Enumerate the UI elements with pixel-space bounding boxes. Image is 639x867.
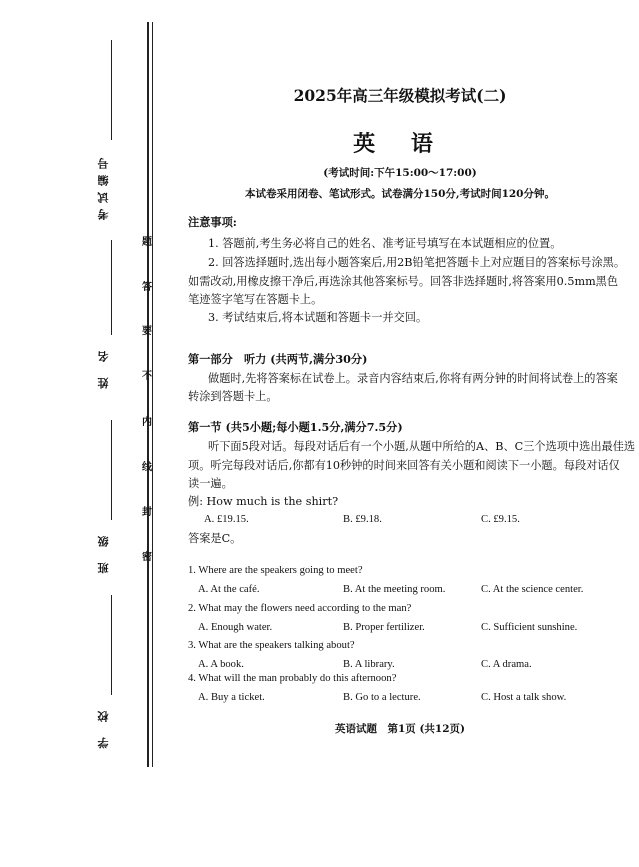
class-label: 班 级 — [97, 530, 110, 574]
exam-description: 本试卷采用闭卷、笔试形式。试卷满分150分,考试时间120分钟。 — [245, 188, 555, 200]
question-1: 1. Where are the speakers going to meet? — [188, 565, 363, 576]
subject-title: 英 语 — [353, 131, 447, 157]
seal-char-4: 不 — [142, 371, 152, 382]
question-2-option-c: C. Sufficient sunshine. — [481, 622, 578, 633]
notice-item-3: 3. 考试结束后,将本试题和答题卡一并交回。 — [208, 311, 428, 324]
exam-time: (考试时间:下午15:00～17:00) — [323, 167, 477, 179]
binding-line-outer — [147, 22, 149, 767]
notice-item-2-cont2: 笔迹签字笔写在答题卡上。 — [188, 293, 323, 306]
question-4: 4. What will the man probably do this afternoon? — [188, 673, 397, 684]
section1-line-2: 项。听完每段对话后,你都有10秒钟的时间来回答有关小题和阅读下一小题。每段对话仅 — [188, 459, 620, 472]
page-title: 2025年高三年级模拟考试(二) — [293, 86, 507, 105]
page-footer: 英语试题 第1页 (共12页) — [334, 723, 465, 735]
school-label: 学 校 — [97, 705, 110, 749]
seal-char-2: 答 — [142, 282, 152, 293]
seal-char-7: 封 — [142, 507, 152, 518]
notice-item-1: 1. 答题前,考生务必将自己的姓名、准考证号填写在本试题相应的位置。 — [208, 237, 562, 250]
part1-intro-1: 做题时,先将答案标在试卷上。录音内容结束后,你将有两分钟的时间将试卷上的答案 — [208, 372, 618, 385]
question-4-option-a: A. Buy a ticket. — [198, 692, 265, 703]
seal-char-1: 题 — [142, 237, 152, 248]
question-1-option-b: B. At the meeting room. — [343, 584, 446, 595]
example-answer: 答案是C。 — [188, 532, 242, 545]
section1-line-3: 读一遍。 — [188, 477, 233, 490]
question-3: 3. What are the speakers talking about? — [188, 640, 355, 651]
part1-heading: 第一部分 听力 (共两节,满分30分) — [188, 352, 368, 366]
question-2: 2. What may the flowers need according to the man? — [188, 603, 412, 614]
section1-line-1: 听下面5段对话。每段对话后有一个小题,从题中所给的A、B、C三个选项中选出最佳选 — [208, 440, 636, 453]
question-3-option-b: B. A library. — [343, 659, 395, 670]
class-field[interactable] — [111, 420, 112, 520]
question-3-option-a: A. A book. — [198, 659, 244, 670]
question-4-option-b: B. Go to a lecture. — [343, 692, 421, 703]
question-2-option-b: B. Proper fertilizer. — [343, 622, 425, 633]
school-field[interactable] — [111, 595, 112, 695]
notice-item-2: 2. 回答选择题时,选出每小题答案后,用2B铅笔把答题卡上对应题目的答案标号涂黑。 — [208, 256, 626, 269]
notice-heading: 注意事项: — [188, 215, 237, 229]
seal-char-3: 要 — [142, 326, 152, 337]
seal-char-6: 线 — [142, 462, 152, 473]
question-2-option-a: A. Enough water. — [198, 622, 273, 633]
question-3-option-c: C. A drama. — [481, 659, 532, 670]
binding-line-inner — [152, 22, 153, 767]
section1-heading: 第一节 (共5小题;每小题1.5分,满分7.5分) — [188, 420, 403, 434]
seal-char-8: 密 — [142, 552, 152, 563]
question-4-option-c: C. Host a talk show. — [481, 692, 567, 703]
name-field[interactable] — [111, 240, 112, 335]
notice-item-2-cont: 如需改动,用橡皮擦干净后,再选涂其他答案标号。回答非选择题时,将答案用0.5mm黑色 — [188, 275, 619, 288]
example-option-c: C. £9.15. — [481, 514, 520, 525]
example-option-a: A. £19.15. — [204, 514, 249, 525]
question-1-option-c: C. At the science center. — [481, 584, 584, 595]
part1-intro-2: 转涂到答题卡上。 — [188, 390, 278, 403]
exam-number-field[interactable] — [111, 40, 112, 140]
example-question: 例: How much is the shirt? — [188, 495, 339, 508]
exam-number-label: 考试编号 — [97, 152, 110, 220]
seal-char-5: 内 — [142, 417, 152, 428]
example-option-b: B. £9.18. — [343, 514, 382, 525]
question-1-option-a: A. At the café. — [198, 584, 260, 595]
name-label: 姓 名 — [97, 345, 110, 389]
